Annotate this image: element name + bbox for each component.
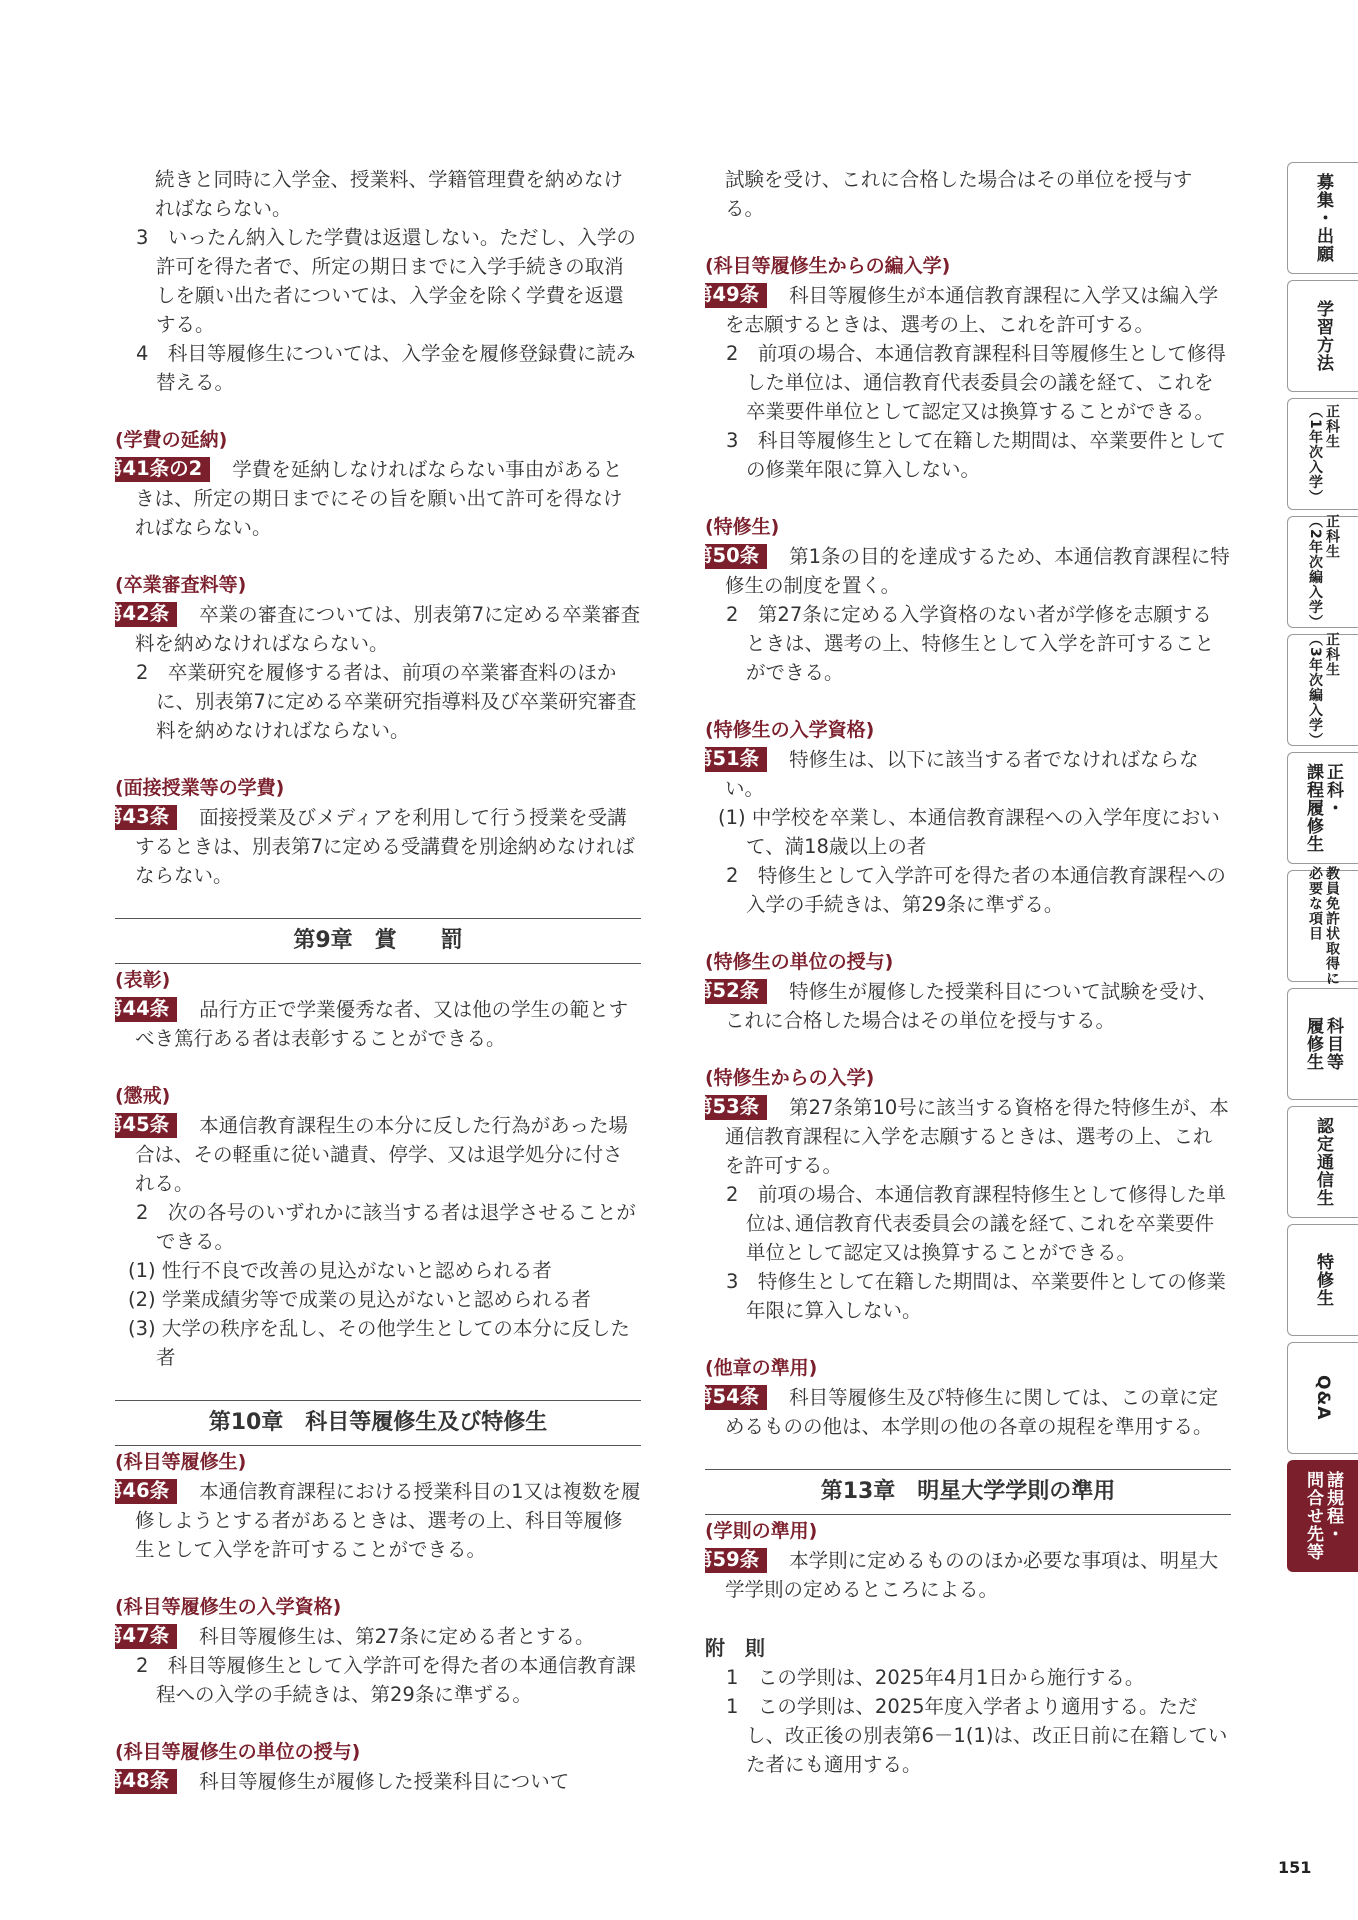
- section-heading: (科目等履修生の単位の授与): [115, 1741, 361, 1763]
- paragraph: 2 科目等履修生として入学許可を得た者の本通信教育課程への入学の手続きは、第29条に準ずる。: [136, 1654, 636, 1706]
- article-number-badge: 第54条: [705, 1385, 767, 1410]
- article-number-badge: 第48条: [115, 1769, 177, 1794]
- article-number-badge: 第53条: [705, 1095, 767, 1120]
- article: [103, 1622, 641, 1651]
- chapter-title: 第13章 明星大学学則の準用: [705, 1469, 1231, 1515]
- section-heading: (特修生): [705, 516, 780, 538]
- list-item: (3) 大学の秩序を乱し、その他学生としての本分に反した者: [128, 1317, 630, 1369]
- list-item: (1) 性行不良で改善の見込がないと認められる者: [128, 1259, 552, 1282]
- article: [693, 1546, 1231, 1604]
- tab-label: 特修生: [1313, 1253, 1333, 1307]
- article: [693, 1093, 1231, 1180]
- article-number-badge: 第44条: [115, 997, 177, 1022]
- tab-katei[interactable]: [1287, 752, 1358, 864]
- tab-label: 正科生 （3年次編入学）: [1307, 632, 1340, 748]
- tab-2nenji[interactable]: [1287, 516, 1358, 628]
- article-number-badge: 第43条: [115, 805, 177, 830]
- section-heading: (他章の準用): [705, 1357, 818, 1379]
- tab-label: 正科・ 課程履修生: [1303, 763, 1343, 853]
- chapter-title: 第10章 科目等履修生及び特修生: [115, 1400, 641, 1446]
- section-heading: (学費の延納): [115, 429, 228, 451]
- article: [693, 977, 1231, 1035]
- paragraph: 2 卒業研究を履修する者は、前項の卒業審査料のほかに、別表第7に定める卒業研究指導料及び卒業研究審査料を納めなければならない。: [136, 661, 637, 742]
- article-number-badge: 第50条: [705, 544, 767, 569]
- paragraph: 1 この学則は、2025年4月1日から施行する。: [726, 1666, 1145, 1689]
- list-item: (1) 中学校を卒業し、本通信教育課程への入学年度において、満18歳以上の者: [718, 806, 1220, 858]
- tab-label: 募集・出願: [1313, 173, 1333, 263]
- section-heading: (面接授業等の学費): [115, 777, 285, 799]
- article-text: 第1条の目的を達成するため、本通信教育課程に特修生の制度を置く。: [725, 545, 1230, 597]
- article: [693, 1383, 1231, 1441]
- tab-3nenji[interactable]: [1287, 634, 1358, 746]
- section-heading: (表彰): [115, 969, 171, 991]
- article-text: 科目等履修生が本通信教育課程に入学又は編入学を志願するときは、選考の上、これを許可する。: [725, 284, 1219, 336]
- article: [103, 1767, 641, 1796]
- paragraph: 2 前項の場合、本通信教育課程特修生として修得した単位は､通信教育代表委員会の議を経て､これを卒業要件単位として認定又は換算することができる。: [726, 1183, 1226, 1264]
- section-heading: (卒業審査料等): [115, 574, 247, 596]
- paragraph: 2 前項の場合、本通信教育課程科目等履修生として修得した単位は、通信教育代表委員会の議を経て、これを卒業要件単位として認定又は換算することができる。: [726, 342, 1226, 423]
- article: [693, 542, 1231, 600]
- tab-label: 諸規程・ 問合せ先等: [1303, 1471, 1343, 1561]
- article: [693, 281, 1231, 339]
- article-number-badge: 第59条: [705, 1548, 767, 1573]
- tab-label: 科目等 履修生: [1303, 1017, 1343, 1071]
- article-number-badge: 第51条: [705, 747, 767, 772]
- section-heading: (科目等履修生の入学資格): [115, 1596, 342, 1618]
- article-text: 特修生が履修した授業科目について試験を受け、これに合格した場合はその単位を授与する。: [725, 980, 1217, 1032]
- tab-label: 教員免許状取得に 必要な項目: [1307, 866, 1340, 986]
- tab-qa[interactable]: [1287, 1342, 1358, 1454]
- section-heading: (科目等履修生からの編入学): [705, 255, 951, 277]
- tab-nintei[interactable]: [1287, 1106, 1358, 1218]
- article-text: 学費を延納しなければならない事由があるときは、所定の期日までにその旨を願い出て許可を得なければならない。: [135, 458, 623, 539]
- section-heading: (懲戒): [115, 1085, 171, 1107]
- article: [103, 995, 641, 1053]
- tab-boshu[interactable]: [1287, 162, 1358, 274]
- paragraph: 2 第27条に定める入学資格のない者が学修を志願するときは、選考の上、特修生として入学を許可することができる。: [726, 603, 1215, 684]
- article: [103, 1111, 641, 1198]
- article-text: 科目等履修生が履修した授業科目について: [199, 1770, 570, 1793]
- tab-gakushu[interactable]: [1287, 280, 1358, 392]
- article-text: 第27条第10号に該当する資格を得た特修生が、本通信教育課程に入学を志願するときは、選考の上、これを許可する。: [725, 1096, 1229, 1177]
- tab-label: 学習方法: [1313, 300, 1333, 372]
- article: [103, 803, 641, 890]
- tab-menkyo[interactable]: [1287, 866, 1358, 986]
- tab-label: Q&A: [1313, 1375, 1333, 1421]
- paragraph: 1 この学則は、2025年度入学者より適用する。ただし、改正後の別表第6－1(1)は、改正日前に在籍していた者にも適用する。: [726, 1695, 1228, 1776]
- chapter-title: 第9章 賞 罰: [115, 918, 641, 964]
- section-heading: (特修生からの入学): [705, 1067, 875, 1089]
- article-number-badge: 第41条の2: [115, 457, 210, 482]
- article-number-badge: 第52条: [705, 979, 767, 1004]
- tab-label: 認定通信生: [1313, 1117, 1333, 1207]
- article-number-badge: 第46条: [115, 1479, 177, 1504]
- paragraph: 4 科目等履修生については、入学金を履修登録費に読み替える。: [136, 342, 636, 394]
- page-number: 151: [1278, 1858, 1312, 1877]
- section-heading: (科目等履修生): [115, 1451, 247, 1473]
- list-item: (2) 学業成績劣等で成業の見込がないと認められる者: [128, 1288, 591, 1311]
- article-number-badge: 第49条: [705, 283, 767, 308]
- article-text: 科目等履修生及び特修生に関しては、この章に定めるものの他は、本学則の他の各章の規程を準用する。: [725, 1386, 1219, 1438]
- article: [103, 1477, 641, 1564]
- article-text: 本学則に定めるもののほか必要な事項は、明星大学学則の定めるところによる。: [725, 1549, 1219, 1601]
- article: [103, 600, 641, 658]
- tab-kamoku[interactable]: [1287, 988, 1358, 1100]
- tab-shokitei[interactable]: [1287, 1460, 1358, 1572]
- tab-1nenji[interactable]: [1287, 398, 1358, 510]
- article: [693, 745, 1231, 803]
- article-text: 科目等履修生は、第27条に定める者とする。: [199, 1625, 595, 1648]
- article-number-badge: 第45条: [115, 1113, 177, 1138]
- left-column: [103, 165, 641, 1796]
- right-column: [693, 165, 1231, 1779]
- section-heading: (特修生の入学資格): [705, 719, 875, 741]
- article-text: 本通信教育課程生の本分に反した行為があった場合は、その軽重に従い譴責、停学、又は退学処分に付される。: [135, 1114, 628, 1195]
- tab-label: 正科生 （2年次編入学）: [1307, 514, 1340, 630]
- paragraph: 試験を受け、これに合格した場合はその単位を授与する。: [725, 168, 1193, 220]
- article-number-badge: 第42条: [115, 602, 177, 627]
- paragraph: 3 特修生として在籍した期間は、卒業要件としての修業年限に算入しない。: [726, 1270, 1226, 1322]
- article-text: 面接授業及びメディアを利用して行う授業を受講するときは、別表第7に定める受講費を別途納めなければならない。: [135, 806, 635, 887]
- paragraph: 続きと同時に入学金、授業料、学籍管理費を納めなければならない。: [155, 168, 624, 220]
- section-heading: (特修生の単位の授与): [705, 951, 894, 973]
- tab-label: 正科生 （1年次入学）: [1307, 403, 1340, 505]
- article-text: 特修生は、以下に該当する者でなければならない。: [725, 748, 1199, 800]
- article-text: 本通信教育課程における授業科目の1又は複数を履修しようとする者があるときは、選考の上、科目等履修生として入学を許可することができる。: [135, 1480, 641, 1561]
- paragraph: 3 いったん納入した学費は返還しない。ただし、入学の許可を得た者で、所定の期日までに入学手続きの取消しを願い出た者については、入学金を除く学費を返還する。: [136, 226, 636, 336]
- article: [103, 455, 641, 542]
- paragraph: 2 特修生として入学許可を得た者の本通信教育課程への入学の手続きは、第29条に準ずる。: [726, 864, 1226, 916]
- supplementary-title: 附 則: [705, 1636, 765, 1660]
- article-text: 品行方正で学業優秀な者、又は他の学生の範とすべき篤行ある者は表彰することができる。: [135, 998, 629, 1050]
- tab-tokushu[interactable]: [1287, 1224, 1358, 1336]
- paragraph: 2 次の各号のいずれかに該当する者は退学させることができる。: [136, 1201, 636, 1253]
- article-text: 卒業の審査については、別表第7に定める卒業審査料を納めなければならない。: [135, 603, 641, 655]
- section-heading: (学則の準用): [705, 1520, 818, 1542]
- paragraph: 3 科目等履修生として在籍した期間は、卒業要件としての修業年限に算入しない。: [726, 429, 1226, 481]
- article-number-badge: 第47条: [115, 1624, 177, 1649]
